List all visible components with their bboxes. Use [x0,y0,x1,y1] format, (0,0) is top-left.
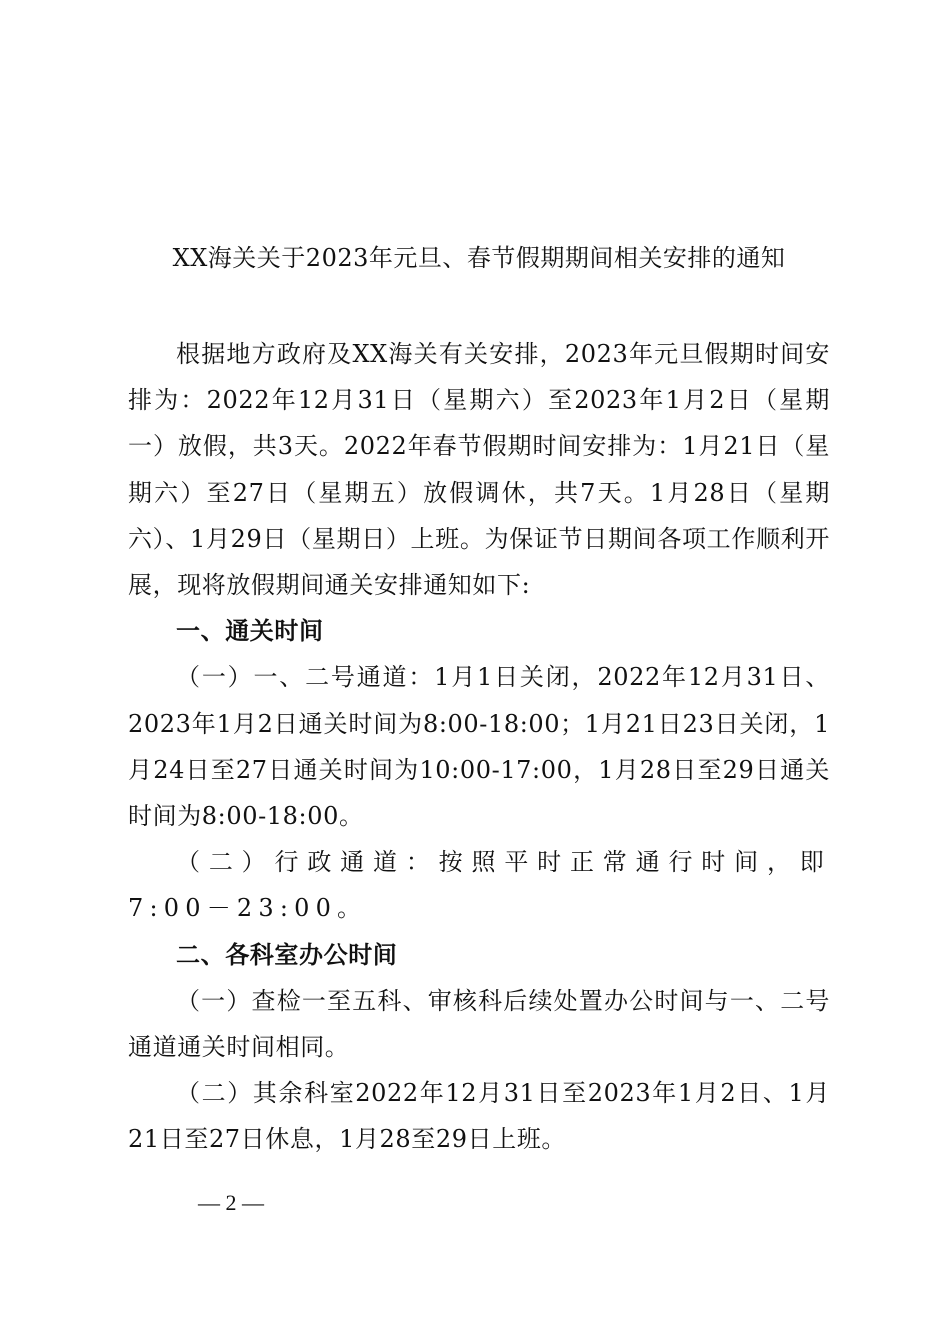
section-heading-clearance-time: 一、通关时间 [176,617,324,646]
document-title: XX海关关于2023年元旦、春节假期期间相关安排的通知 [172,244,786,272]
page-number: — 2 — [198,1190,264,1215]
intro-paragraph: 根据地方政府及XX海关有关安排，2023年元旦假期时间安排为：2022年12月31日（星期六）至2023年1月2日（星期一）放假，共3天。2022年春节假期时间安排为：1月21日（星期六）至27日（星期五）放假调休，共7天。1月28日（星期六）、1月29日（星期日）上班。为保证节日期间各项工作顺利开展，现将放假期间通关安排通知如下: [128,340,830,600]
section2-item2-paragraph: （二）其余科室2022年12月31日至2023年1月2日、1月21日至27日休息，1月28至29日上班。 [128,1079,830,1154]
document-body [128,331,830,1163]
section1-item1-paragraph: （一）一、二号通道：1月1日关闭，2022年12月31日、2023年1月2日通关时间为8:00-18:00；1月21日23日关闭，1月24日至27日通关时间为10:00-17:00，1月28日至29日通关时间为8:00-18:00。 [128,663,830,831]
section2-item1-paragraph: （一）查检一至五科、审核科后续处置办公时间与一、二号通道通关时间相同。 [128,986,830,1062]
section-heading-office-hours: 二、各科室办公时间 [176,940,398,969]
section1-item2-paragraph: （二）行政通道：按照平时正常通行时间，即7:00－23:00。 [128,848,830,923]
